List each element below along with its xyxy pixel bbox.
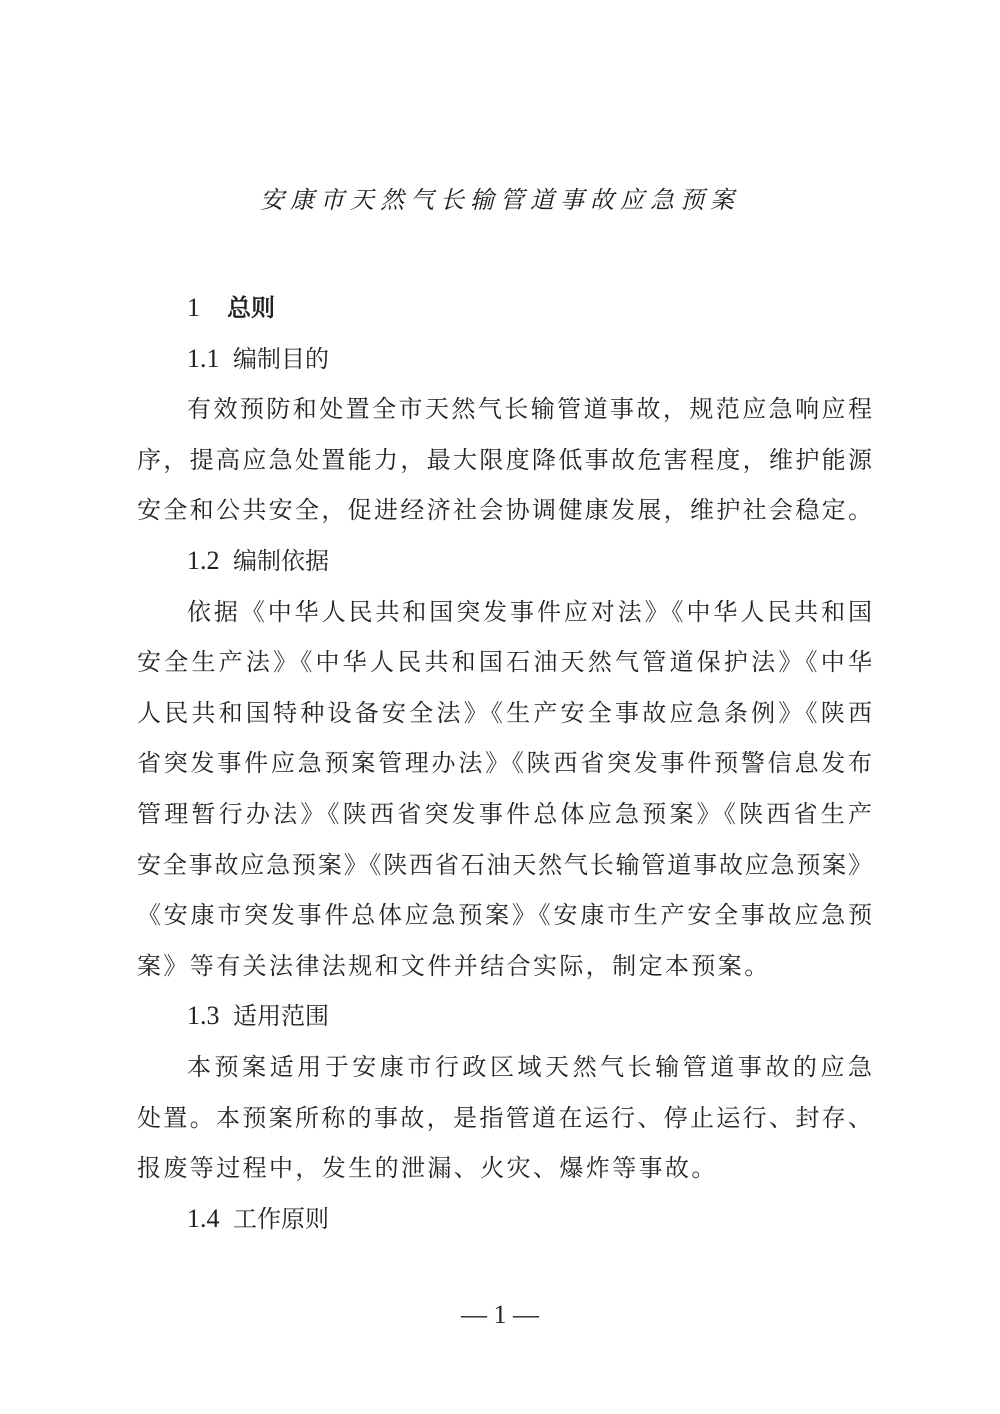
paragraph-line: 案》等有关法律法规和文件并结合实际，制定本预案。 [137, 951, 771, 980]
paragraph-line: 报废等过程中，发生的泄漏、火灾、爆炸等事故。 [137, 1154, 718, 1183]
page-number: — 1 — [461, 1300, 539, 1329]
section-title: 适用范围 [233, 1002, 329, 1031]
section-title: 编制目的 [233, 344, 329, 373]
section-number: 1.3 [187, 1001, 220, 1031]
section-title: 编制依据 [233, 546, 329, 575]
section-title: 总则 [227, 294, 275, 322]
document-body [137, 283, 872, 1244]
document-title: 安康市天然气长输管道事故应急预案 [260, 186, 740, 214]
paragraph-line: 处置。本预案所称的事故，是指管道在运行、停止运行、封存、 [137, 1103, 872, 1132]
paragraph-line: 本预案适用于安康市行政区域天然气长输管道事故的应急 [187, 1052, 872, 1081]
paragraph-line: 《安康市突发事件总体应急预案》《安康市生产安全事故应急预 [137, 901, 872, 930]
section-title: 工作原则 [233, 1204, 329, 1233]
paragraph-line: 管理暂行办法》《陕西省突发事件总体应急预案》《陕西省生产 [137, 799, 872, 828]
paragraph-line: 序，提高应急处置能力，最大限度降低事故危害程度，维护能源 [137, 445, 872, 474]
section-number: 1 [187, 293, 200, 322]
section-heading-1 [137, 283, 872, 334]
paragraph-line: 安全和公共安全，促进经济社会协调健康发展，维护社会稳定。 [137, 496, 872, 525]
section-heading-1-4 [137, 1194, 872, 1245]
section-heading-1-2 [137, 536, 872, 587]
paragraph-line: 安全事故应急预案》《陕西省石油天然气长输管道事故应急预案》 [137, 850, 872, 879]
section-heading-1-3 [137, 991, 872, 1042]
section-number: 1.2 [187, 545, 220, 575]
section-number: 1.1 [187, 343, 220, 373]
paragraph-line: 有效预防和处置全市天然气长输管道事故，规范应急响应程 [187, 395, 872, 424]
paragraph-line: 依据《中华人民共和国突发事件应对法》《中华人民共和国 [187, 597, 872, 626]
paragraph-line: 省突发事件应急预案管理办法》《陕西省突发事件预警信息发布 [137, 749, 872, 778]
section-number: 1.4 [187, 1203, 220, 1233]
paragraph-line: 安全生产法》《中华人民共和国石油天然气管道保护法》《中华 [137, 648, 872, 677]
paragraph-line: 人民共和国特种设备安全法》《生产安全事故应急条例》《陕西 [137, 698, 872, 727]
section-heading-1-1 [137, 334, 872, 385]
